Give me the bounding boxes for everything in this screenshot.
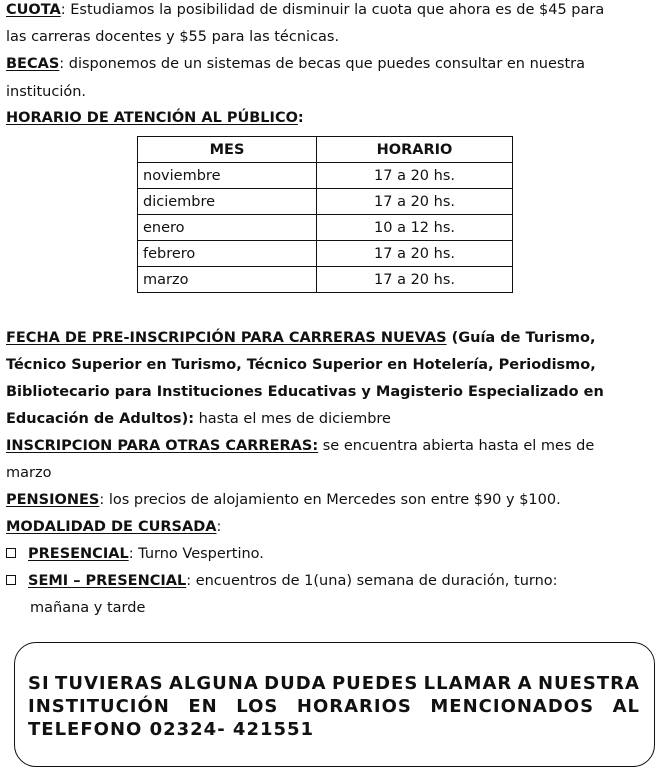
table-row — [138, 163, 513, 189]
cell-horario: 17 a 20 hs. — [317, 163, 513, 189]
cell-mes: febrero — [138, 241, 317, 267]
pensiones-text: : los precios de alojamiento en Mercedes son entre $90 y $100. — [99, 492, 561, 508]
cell-horario: 17 a 20 hs. — [317, 189, 513, 215]
semi-presencial-text: : encuentros de 1(una) semana de duración, turno: — [186, 573, 558, 589]
becas-text-line2: institución. — [6, 84, 87, 100]
square-bullet-icon — [6, 548, 16, 558]
cell-mes: diciembre — [138, 189, 317, 215]
inscripcion-line1 — [6, 438, 594, 454]
contact-word: AL — [612, 696, 640, 717]
contact-word: SI — [28, 673, 50, 694]
modalidad-heading-line — [6, 519, 221, 535]
col-header-horario: HORARIO — [317, 137, 513, 163]
contact-word: PUEDES — [331, 673, 419, 694]
presencial-label: PRESENCIAL — [28, 546, 129, 562]
contact-word: NUESTRA — [537, 673, 640, 694]
horario-heading-suffix: : — [297, 110, 304, 126]
inscripcion-line1-rest: se encuentra abierta hasta el mes de — [318, 438, 595, 454]
table-row — [138, 241, 513, 267]
col-header-mes: MES — [138, 137, 317, 163]
cell-mes: enero — [138, 215, 317, 241]
cuota-text-line2: las carreras docentes y $55 para las técnicas. — [6, 29, 340, 45]
semi-presencial-item — [6, 573, 558, 589]
becas-text-line1: : disponemos de un sistemas de becas que puedes consultar en nuestra — [59, 56, 585, 72]
schedule-table — [137, 136, 513, 293]
table-row — [138, 215, 513, 241]
contact-word: LLAMAR — [423, 673, 513, 694]
preinscripcion-label: FECHA DE PRE-INSCRIPCIÓN PARA CARRERAS NUEVAS — [6, 330, 447, 346]
pensiones-label: PENSIONES — [6, 492, 100, 508]
semi-presencial-label: SEMI – PRESENCIAL — [28, 573, 187, 589]
horario-heading: HORARIO DE ATENCIÓN AL PÚBLICO — [6, 110, 298, 126]
contact-word: EN — [188, 696, 218, 717]
inscripcion-label: INSCRIPCION PARA OTRAS CARRERAS: — [6, 438, 319, 454]
contact-line3: TELEFONO 02324- 421551 — [28, 719, 315, 740]
preinscripcion-line4-rest: hasta el mes de diciembre — [194, 411, 391, 427]
modalidad-label: MODALIDAD DE CURSADA — [6, 519, 217, 535]
preinscripcion-line4-bold: Educación de Adultos): — [6, 411, 194, 427]
presencial-text: : Turno Vespertino. — [128, 546, 264, 562]
cuota-label: CUOTA — [6, 2, 61, 18]
preinscripcion-line1 — [6, 330, 595, 346]
contact-word: INSTITUCIÓN — [28, 696, 170, 717]
preinscripcion-line1-rest: (Guía de Turismo, — [446, 330, 596, 346]
contact-word: MENCIONADOS — [430, 696, 595, 717]
preinscripcion-line4 — [6, 411, 391, 427]
cell-mes: marzo — [138, 267, 317, 293]
contact-word: A — [517, 673, 533, 694]
semi-presencial-text-line2: mañana y tarde — [30, 600, 146, 616]
preinscripcion-line2: Técnico Superior en Turismo, Técnico Superior en Hotelería, Periodismo, — [6, 357, 596, 373]
cell-horario: 17 a 20 hs. — [317, 241, 513, 267]
contact-word: LOS — [236, 696, 279, 717]
table-row — [138, 267, 513, 293]
pensiones-line — [6, 492, 561, 508]
square-bullet-icon — [6, 575, 16, 585]
table-header-row — [138, 137, 513, 163]
contact-word: DUDA — [264, 673, 327, 694]
becas-label: BECAS — [6, 56, 60, 72]
cuota-paragraph-line1 — [6, 2, 604, 18]
becas-paragraph-line1 — [6, 56, 585, 72]
contact-line1 — [28, 673, 640, 694]
cell-mes: noviembre — [138, 163, 317, 189]
preinscripcion-line3: Bibliotecario para Instituciones Educativas y Magisterio Especializado en — [6, 384, 604, 400]
contact-line2 — [28, 696, 640, 717]
contact-word: TUVIERAS — [55, 673, 164, 694]
cell-horario: 17 a 20 hs. — [317, 267, 513, 293]
cuota-text-line1: : Estudiamos la posibilidad de disminuir la cuota que ahora es de $45 para — [60, 2, 605, 18]
horario-heading-line — [6, 110, 304, 126]
modalidad-suffix: : — [216, 519, 222, 535]
contact-word: HORARIOS — [296, 696, 412, 717]
table-row — [138, 189, 513, 215]
inscripcion-line2: marzo — [6, 465, 52, 481]
presencial-item — [6, 546, 264, 562]
contact-word: ALGUNA — [169, 673, 259, 694]
cell-horario: 10 a 12 hs. — [317, 215, 513, 241]
